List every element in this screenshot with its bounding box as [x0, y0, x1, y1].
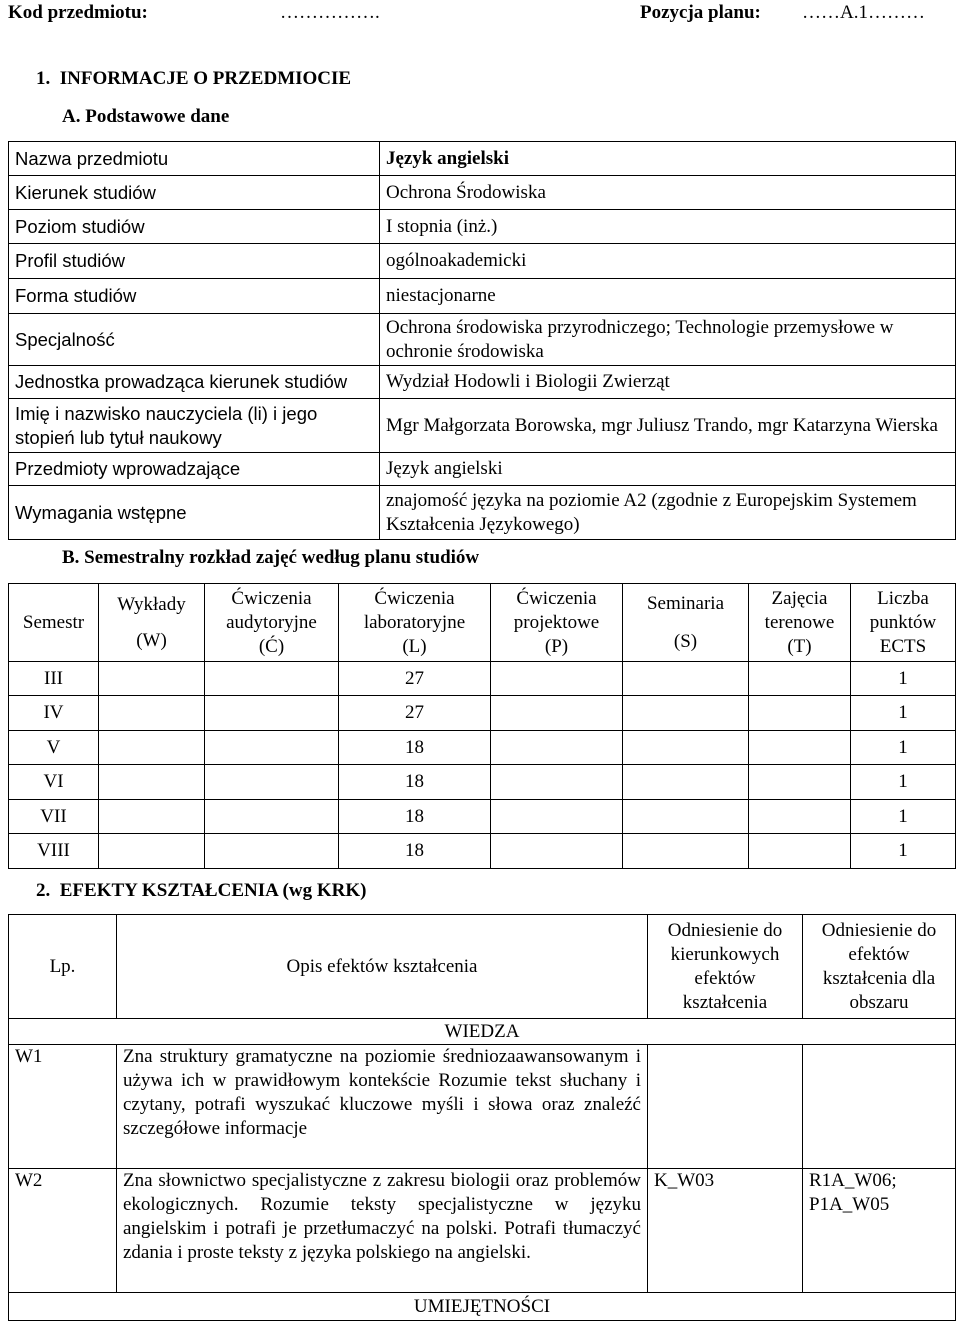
cell-semestr: V	[9, 731, 99, 765]
header-kierunkowe: Odniesienie do kierunkowych efektów kształcenia	[648, 915, 803, 1019]
header-line: ECTS	[879, 635, 927, 657]
header-audytoryjne	[205, 584, 339, 662]
section-b-title: B. Semestralny rozkład zajęć według planu studiów	[62, 547, 480, 568]
row-value: Wydział Hodowli i Biologii Zwierząt	[380, 366, 956, 399]
cell-c	[205, 800, 339, 834]
cell-s	[623, 765, 749, 800]
cell-l: 18	[339, 800, 491, 834]
cell-p	[491, 834, 623, 869]
cell-p	[491, 731, 623, 765]
cell-opis: Zna struktury gramatyczne na poziomie średniozaawansowanym i używa ich w prawidłowym kontekście Rozumie tekst słuchany i czytany, potrafi wyszukać kluczowe myśli i słowa oraz znaleźć szczegółowe informacje	[117, 1045, 648, 1169]
header-line: (W)	[136, 629, 167, 651]
row-value: Ochrona środowiska przyrodniczego; Technologie przemysłowe w ochronie środowiska	[380, 314, 956, 366]
cell-kierunkowe: K_W03	[648, 1169, 803, 1293]
row-label: Przedmioty wprowadzające	[9, 453, 380, 486]
row-value: Język angielski	[380, 453, 956, 486]
cell-p	[491, 696, 623, 731]
cell-s	[623, 662, 749, 696]
cell-t	[749, 696, 851, 731]
section-1-title: 1. INFORMACJE O PRZEDMIOCIE	[36, 68, 352, 89]
table-row	[9, 366, 956, 399]
row-label: Profil studiów	[9, 244, 380, 279]
table-row	[9, 399, 956, 453]
cell-kierunkowe	[648, 1045, 803, 1169]
header-terenowe	[749, 584, 851, 662]
table-row	[9, 453, 956, 486]
table-row	[9, 834, 956, 869]
cell-l: 18	[339, 731, 491, 765]
pozycja-value: ……A.1………	[802, 2, 925, 23]
cell-l: 27	[339, 662, 491, 696]
row-label: Specjalność	[9, 314, 380, 366]
header-line: Wykłady	[117, 593, 186, 615]
header-line: Ćwiczenia	[231, 587, 312, 609]
header-opis: Opis efektów kształcenia	[117, 915, 648, 1019]
cell-l: 27	[339, 696, 491, 731]
cell-l: 18	[339, 834, 491, 869]
cell-ects: 1	[851, 800, 956, 834]
row-value: Mgr Małgorzata Borowska, mgr Juliusz Trando, mgr Katarzyna Wierska	[380, 399, 956, 453]
header-obszar: Odniesienie do efektów kształcenia dla obszaru	[803, 915, 956, 1019]
cell-lp: W2	[9, 1169, 117, 1293]
row-label: Imię i nazwisko nauczyciela (li) i jego stopień lub tytuł naukowy	[9, 399, 380, 453]
header-laboratoryjne	[339, 584, 491, 662]
row-label: Poziom studiów	[9, 210, 380, 244]
cell-ects: 1	[851, 834, 956, 869]
umiejetnosci-row	[9, 1293, 956, 1321]
cell-p	[491, 662, 623, 696]
header-line: Zajęcia	[771, 587, 828, 609]
wiedza-row	[9, 1019, 956, 1045]
table-row	[9, 142, 956, 176]
header-line: projektowe	[513, 611, 600, 633]
header-semestr: Semestr	[9, 584, 99, 662]
row-label: Forma studiów	[9, 279, 380, 314]
header-wyklady	[99, 584, 205, 662]
cell-obszar: R1A_W06; P1A_W05	[803, 1169, 956, 1293]
cell-semestr: IV	[9, 696, 99, 731]
cell-s	[623, 834, 749, 869]
schedule-header-row	[9, 584, 956, 662]
header-line: (S)	[673, 630, 698, 652]
header-line: (L)	[402, 635, 427, 657]
cell-w	[99, 834, 205, 869]
row-value: znajomość języka na poziomie A2 (zgodnie z Europejskim Systemem Kształcenia Językowego)	[380, 486, 956, 540]
effects-header-row	[9, 915, 956, 1019]
row-label: Wymagania wstępne	[9, 486, 380, 540]
table-row	[9, 1045, 956, 1169]
row-label: Kierunek studiów	[9, 176, 380, 210]
table-row	[9, 731, 956, 765]
cell-w	[99, 731, 205, 765]
header-line: Ćwiczenia	[374, 587, 455, 609]
cell-ects: 1	[851, 662, 956, 696]
cell-w	[99, 696, 205, 731]
schedule-table	[8, 583, 956, 869]
header-line: audytoryjne	[226, 611, 317, 633]
header-line: (T)	[787, 635, 812, 657]
header-line: laboratoryjne	[363, 611, 466, 633]
cell-p	[491, 800, 623, 834]
cell-s	[623, 696, 749, 731]
cell-t	[749, 834, 851, 869]
cell-semestr: VII	[9, 800, 99, 834]
row-value: niestacjonarne	[380, 279, 956, 314]
cell-c	[205, 731, 339, 765]
header-projektowe	[491, 584, 623, 662]
cell-semestr: III	[9, 662, 99, 696]
row-value: I stopnia (inż.)	[380, 210, 956, 244]
row-label: Jednostka prowadząca kierunek studiów	[9, 366, 380, 399]
header-line: punktów	[869, 611, 937, 633]
table-row	[9, 176, 956, 210]
category-umiejetnosci: UMIEJĘTNOŚCI	[9, 1293, 956, 1321]
header-line: (P)	[544, 635, 569, 657]
table-row	[9, 486, 956, 540]
table-row	[9, 279, 956, 314]
table-row	[9, 662, 956, 696]
header-line: terenowe	[764, 611, 835, 633]
cell-t	[749, 765, 851, 800]
row-value: ogólnoakademicki	[380, 244, 956, 279]
cell-p	[491, 765, 623, 800]
cell-lp: W1	[9, 1045, 117, 1169]
category-wiedza: WIEDZA	[9, 1019, 956, 1045]
table-row	[9, 765, 956, 800]
kod-value: …………….	[280, 2, 380, 23]
section-2-title: 2. EFEKTY KSZTAŁCENIA (wg KRK)	[36, 880, 367, 901]
cell-ects: 1	[851, 765, 956, 800]
header-ects	[851, 584, 956, 662]
row-value: Ochrona Środowiska	[380, 176, 956, 210]
cell-l: 18	[339, 765, 491, 800]
section-a-title: A. Podstawowe dane	[62, 106, 230, 127]
header-line: Ćwiczenia	[516, 587, 597, 609]
header-lp: Lp.	[9, 915, 117, 1019]
cell-s	[623, 731, 749, 765]
basic-data-table	[8, 141, 956, 540]
header-seminaria	[623, 584, 749, 662]
cell-obszar	[803, 1045, 956, 1169]
kod-label: Kod przedmiotu:	[8, 2, 148, 23]
cell-semestr: VIII	[9, 834, 99, 869]
cell-c	[205, 765, 339, 800]
row-label: Nazwa przedmiotu	[9, 142, 380, 176]
cell-c	[205, 834, 339, 869]
cell-c	[205, 662, 339, 696]
cell-opis: Zna słownictwo specjalistyczne z zakresu biologii oraz problemów ekologicznych. Rozumie teksty specjalistyczne w języku angielskim i potrafi je przetłumaczyć na polski. Potrafi tłumaczyć zdania i proste teksty z języka polskiego na angielski.	[117, 1169, 648, 1293]
cell-t	[749, 662, 851, 696]
pozycja-label: Pozycja planu:	[640, 2, 761, 23]
header-line: Liczba	[877, 587, 929, 609]
table-row	[9, 1169, 956, 1293]
row-value: Język angielski	[380, 142, 956, 176]
cell-t	[749, 800, 851, 834]
table-row	[9, 244, 956, 279]
table-row	[9, 314, 956, 366]
cell-w	[99, 765, 205, 800]
cell-semestr: VI	[9, 765, 99, 800]
effects-table	[8, 914, 956, 1321]
cell-c	[205, 696, 339, 731]
cell-s	[623, 800, 749, 834]
table-row	[9, 696, 956, 731]
cell-ects: 1	[851, 696, 956, 731]
cell-w	[99, 662, 205, 696]
table-row	[9, 210, 956, 244]
cell-w	[99, 800, 205, 834]
table-row	[9, 800, 956, 834]
header-line: (Ć)	[258, 635, 285, 657]
cell-ects: 1	[851, 731, 956, 765]
cell-t	[749, 731, 851, 765]
header-line: Seminaria	[646, 592, 725, 614]
